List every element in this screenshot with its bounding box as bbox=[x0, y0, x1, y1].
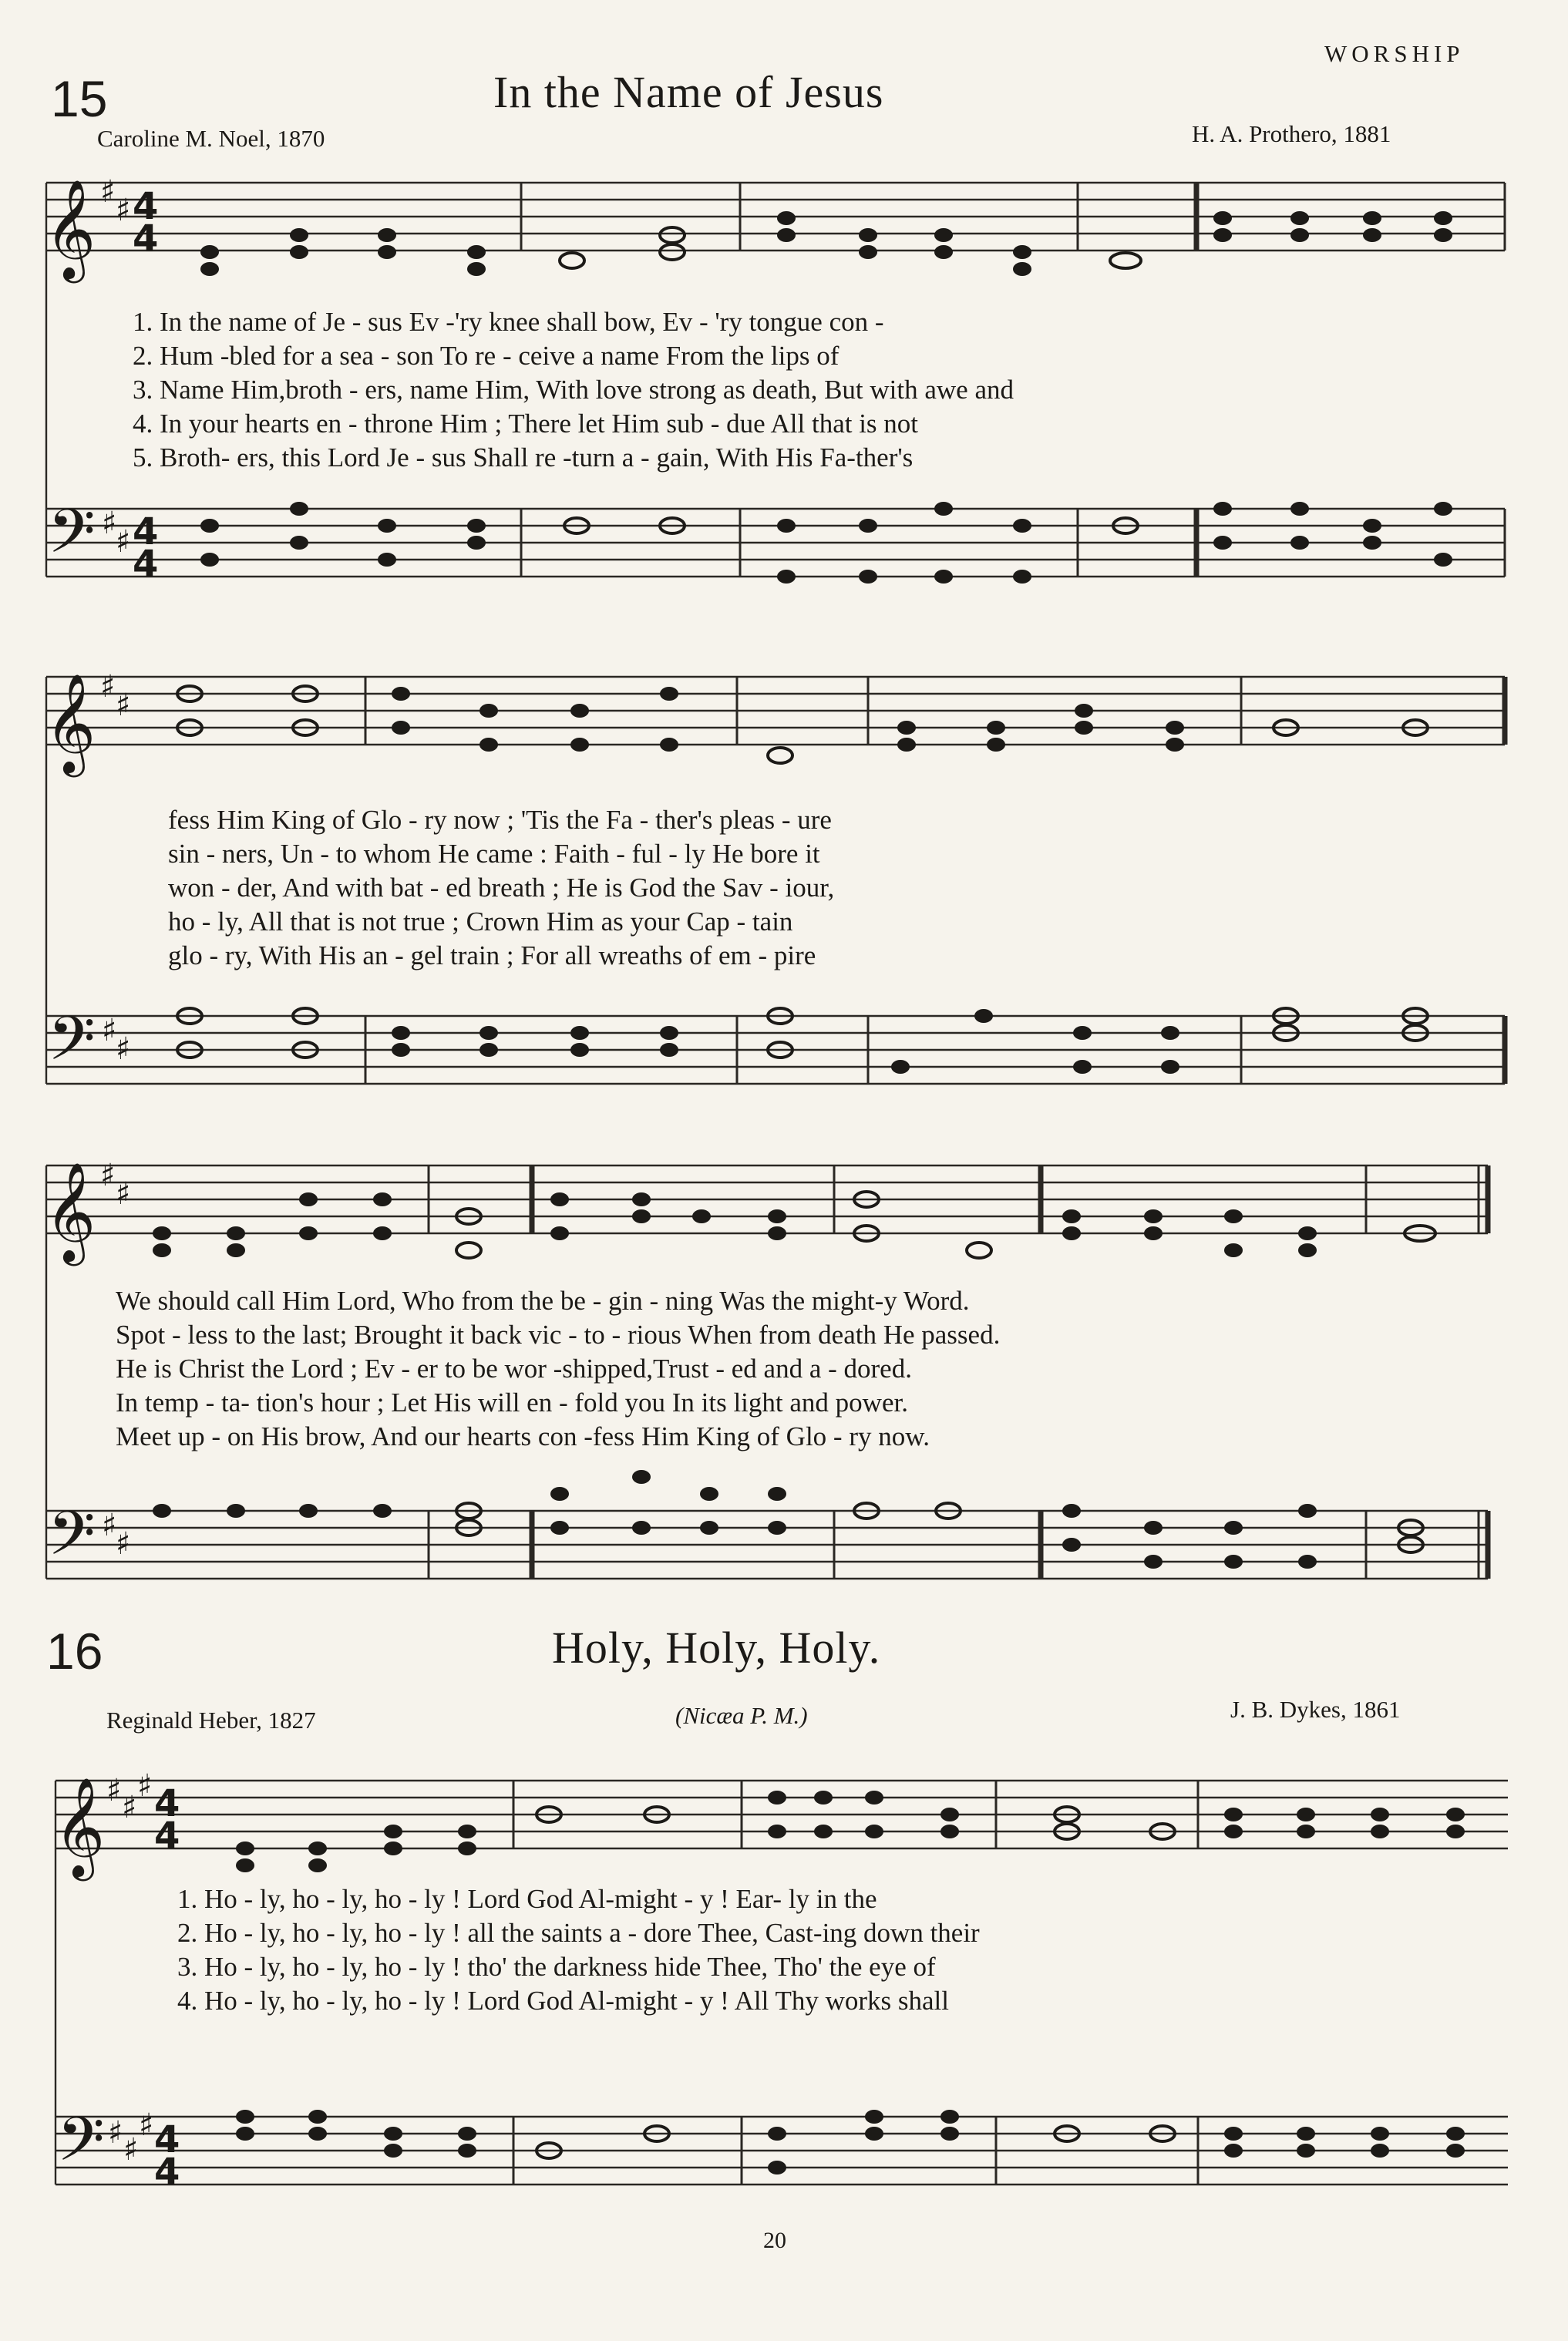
hymn-16-title: Holy, Holy, Holy. bbox=[552, 1623, 881, 1673]
hymn-16-music-by: J. B. Dykes, 1861 bbox=[1230, 1696, 1401, 1723]
hymn-15-title: In the Name of Jesus bbox=[493, 67, 884, 117]
hymn-16-line-1-verse-4: 4. Ho - ly, ho - ly, ho - ly ! Lord God Al-might - y ! All Thy works shall bbox=[177, 1986, 949, 2016]
svg-text:♯: ♯ bbox=[116, 524, 131, 560]
svg-text:♯: ♯ bbox=[116, 1176, 131, 1212]
svg-text:♯: ♯ bbox=[102, 1508, 117, 1543]
svg-text:𝄞: 𝄞 bbox=[45, 1162, 96, 1262]
hymn-15-line-2-verse-5: glo - ry, With His an - gel train ; For all wreaths of em - pire bbox=[168, 940, 816, 970]
hymn-15-line-2-verse-4: ho - ly, All that is not true ; Crown Him as your Cap - tain bbox=[168, 906, 793, 937]
svg-text:♯: ♯ bbox=[116, 688, 131, 723]
hymn-16-line-1-verse-2: 2. Ho - ly, ho - ly, ho - ly ! all the saints a - dore Thee, Cast-ing down their bbox=[177, 1918, 980, 1948]
svg-text:𝄢: 𝄢 bbox=[57, 2104, 105, 2190]
svg-text:4: 4 bbox=[154, 2151, 180, 2194]
svg-text:4: 4 bbox=[154, 1815, 180, 1858]
hymn-16-words-by: Reginald Heber, 1827 bbox=[106, 1707, 316, 1734]
hymn-15-number: 15 bbox=[51, 70, 108, 127]
svg-text:♯: ♯ bbox=[102, 1013, 117, 1048]
svg-text:𝄢: 𝄢 bbox=[48, 496, 96, 582]
hymn-16-line-1-verse-3: 3. Ho - ly, ho - ly, ho - ly ! tho' the darkness hide Thee, Tho' the eye of bbox=[177, 1952, 936, 1982]
svg-text:𝄞: 𝄞 bbox=[54, 1777, 106, 1877]
page-number: 20 bbox=[763, 2228, 786, 2253]
hymn-15-music-by: H. A. Prothero, 1881 bbox=[1192, 120, 1391, 147]
svg-text:4: 4 bbox=[154, 2118, 180, 2161]
svg-text:♯: ♯ bbox=[122, 1790, 137, 1825]
hymn-16-number: 16 bbox=[46, 1623, 103, 1680]
svg-text:♯: ♯ bbox=[116, 1526, 131, 1562]
hymn-15-line-3-verse-1: We should call Him Lord, Who from the be - gin - ning Was the might-y Word. bbox=[116, 1286, 970, 1316]
svg-text:♯: ♯ bbox=[123, 2132, 139, 2168]
svg-text:♯: ♯ bbox=[116, 193, 131, 228]
svg-text:♯: ♯ bbox=[100, 174, 116, 210]
svg-text:♯: ♯ bbox=[106, 1773, 122, 1808]
hymn-15-line-1-verse-3: 3. Name Him,broth - ers, name Him, With love strong as death, But with awe and bbox=[133, 375, 1014, 405]
svg-text:𝄢: 𝄢 bbox=[48, 1003, 96, 1089]
hymn-15-line-3-verse-3: He is Christ the Lord ; Ev - er to be wor -shipped,Trust - ed and a - dored. bbox=[116, 1354, 912, 1384]
svg-text:4: 4 bbox=[133, 510, 159, 553]
hymn-15-line-3-verse-2: Spot - less to the last; Brought it back vic - to - rious When from death He passed. bbox=[116, 1320, 1001, 1350]
hymn-15-words-by: Caroline M. Noel, 1870 bbox=[97, 125, 325, 152]
svg-text:𝄞: 𝄞 bbox=[45, 673, 96, 773]
hymn-15-line-1-verse-2: 2. Hum -bled for a sea - son To re - ceive a name From the lips of bbox=[133, 341, 840, 371]
svg-text:♯: ♯ bbox=[108, 2115, 123, 2151]
hymn-15-line-1-verse-5: 5. Broth- ers, this Lord Je - sus Shall re -turn a - gain, With His Fa-ther's bbox=[133, 442, 914, 473]
svg-text:♯: ♯ bbox=[100, 669, 116, 705]
svg-text:4: 4 bbox=[133, 185, 159, 228]
hymn-15-line-2-verse-2: sin - ners, Un - to whom He came : Faith - ful - ly He bore it bbox=[168, 839, 820, 869]
svg-text:𝄢: 𝄢 bbox=[48, 1498, 96, 1584]
hymn-15-line-3-verse-4: In temp - ta- tion's hour ; Let His will en - fold you In its light and power. bbox=[116, 1387, 908, 1418]
hymn-15-line-2-verse-1: fess Him King of Glo - ry now ; 'Tis the Fa - ther's pleas - ure bbox=[168, 805, 832, 835]
svg-text:4: 4 bbox=[133, 543, 159, 586]
svg-text:♯: ♯ bbox=[116, 1031, 131, 1067]
svg-text:♯: ♯ bbox=[137, 1768, 153, 1804]
section-header: WORSHIP bbox=[1324, 40, 1465, 67]
hymn-16-tune: (Nicæa P. M.) bbox=[675, 1702, 808, 1729]
hymn-15-line-1-verse-1: 1. In the name of Je - sus Ev -'ry knee shall bow, Ev - 'ry tongue con - bbox=[133, 307, 884, 337]
hymn-16-line-1-verse-1: 1. Ho - ly, ho - ly, ho - ly ! Lord God Al-might - y ! Ear- ly in the bbox=[177, 1884, 877, 1914]
svg-text:4: 4 bbox=[133, 217, 159, 261]
svg-text:𝄞: 𝄞 bbox=[45, 179, 96, 279]
hymn-15-line-3-verse-5: Meet up - on His brow, And our hearts con -fess Him King of Glo - ry now. bbox=[116, 1421, 930, 1451]
svg-text:♯: ♯ bbox=[102, 506, 117, 541]
svg-text:♯: ♯ bbox=[100, 1158, 116, 1193]
hymn-15-line-2-verse-3: won - der, And with bat - ed breath ; He is God the Sav - iour, bbox=[168, 873, 835, 903]
hymn-15-line-1-verse-4: 4. In your hearts en - throne Him ; There let Him sub - due All that is not bbox=[133, 409, 919, 439]
svg-text:4: 4 bbox=[154, 1782, 180, 1825]
svg-text:♯: ♯ bbox=[139, 2107, 154, 2143]
